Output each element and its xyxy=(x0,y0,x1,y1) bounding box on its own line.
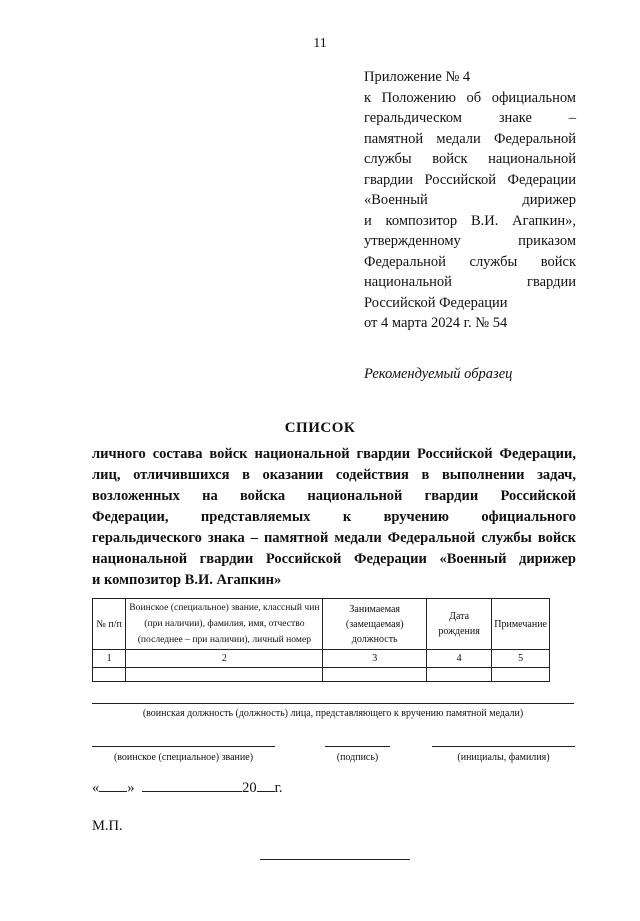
heading-line: лиц, отличившихся в оказании содействия в выполнении задач, xyxy=(92,467,576,483)
personnel-table xyxy=(92,598,550,682)
heading-line: геральдического знака – памятной медали Федеральной службы войск xyxy=(92,530,576,546)
appendix-line: Российской Федерации xyxy=(364,294,508,311)
heading-line: национальной гвардии Российской Федерации «Военный дирижер xyxy=(92,551,576,567)
table-row xyxy=(93,668,550,682)
position-signature-line xyxy=(92,703,574,704)
bottom-divider xyxy=(260,859,410,860)
appendix-line: Приложение № 4 xyxy=(364,69,471,85)
day-blank xyxy=(99,791,127,792)
year-suffix: г. xyxy=(274,780,283,796)
year-prefix: 20 xyxy=(242,780,257,796)
table-cell xyxy=(126,668,323,682)
heading-line: Федерации, представляемых к вручению официального xyxy=(92,509,576,525)
table-header-row xyxy=(93,599,550,650)
appendix-block xyxy=(364,67,576,334)
number-cell: 4 xyxy=(426,650,491,668)
header-cell: Занимаемая (замещаемая) должность xyxy=(323,599,427,650)
appendix-line: национальной гвардии xyxy=(364,274,576,290)
page-number: 11 xyxy=(313,36,327,51)
name-line xyxy=(432,746,575,747)
table-cell xyxy=(492,668,550,682)
header-cell: Примечание xyxy=(492,599,550,650)
number-cell: 5 xyxy=(492,650,550,668)
date-line xyxy=(92,780,283,797)
heading-line: личного состава войск национальной гвардии Российской Федерации, xyxy=(92,446,576,462)
name-caption: (инициалы, фамилия) xyxy=(457,752,550,763)
number-cell: 2 xyxy=(126,650,323,668)
header-cell: Воинское (специальное) звание, классный чин (при наличии), фамилия, имя, отчество (последнее – при наличии), личный номер xyxy=(126,599,323,650)
table-cell xyxy=(93,668,126,682)
appendix-line: памятной медали Федеральной xyxy=(364,130,576,147)
stamp-label: М.П. xyxy=(92,818,123,834)
number-cell: 3 xyxy=(323,650,427,668)
rank-line xyxy=(92,746,275,747)
appendix-line: от 4 марта 2024 г. № 54 xyxy=(364,315,508,331)
appendix-line: к Положению об официальном xyxy=(364,89,576,106)
month-blank xyxy=(142,791,242,792)
sample-label: Рекомендуемый образец xyxy=(364,366,513,382)
appendix-line: геральдическом знаке – xyxy=(364,110,576,126)
appendix-line: Федеральной службы войск xyxy=(364,253,576,270)
heading-line: возложенных на войска национальной гвардии Российской xyxy=(92,488,576,504)
signature-line xyxy=(325,746,390,747)
appendix-line: гвардии Российской Федерации xyxy=(364,171,576,188)
signature-caption: (подпись) xyxy=(336,752,379,763)
position-caption: (воинская должность (должность) лица, представляющего к вручению памятной медали) xyxy=(142,708,524,719)
open-quote: « xyxy=(92,780,100,796)
appendix-line: и композитор В.И. Агапкин», xyxy=(364,212,576,229)
heading-line: и композитор В.И. Агапкин» xyxy=(92,572,282,588)
appendix-line: службы войск национальной xyxy=(364,151,576,167)
table-cell xyxy=(323,668,427,682)
document-heading xyxy=(92,444,576,591)
header-cell: № п/п xyxy=(93,599,126,650)
document-title: СПИСОК xyxy=(284,420,356,436)
number-cell: 1 xyxy=(93,650,126,668)
appendix-line: «Военный дирижер xyxy=(364,192,576,208)
appendix-line: утвержденному приказом xyxy=(364,233,576,249)
table-cell xyxy=(426,668,491,682)
table-number-row xyxy=(93,650,550,668)
close-quote: » xyxy=(127,780,135,796)
year-blank xyxy=(257,791,275,792)
header-cell: Дата рождения xyxy=(426,599,491,650)
rank-caption: (воинское (специальное) звание) xyxy=(113,752,254,763)
